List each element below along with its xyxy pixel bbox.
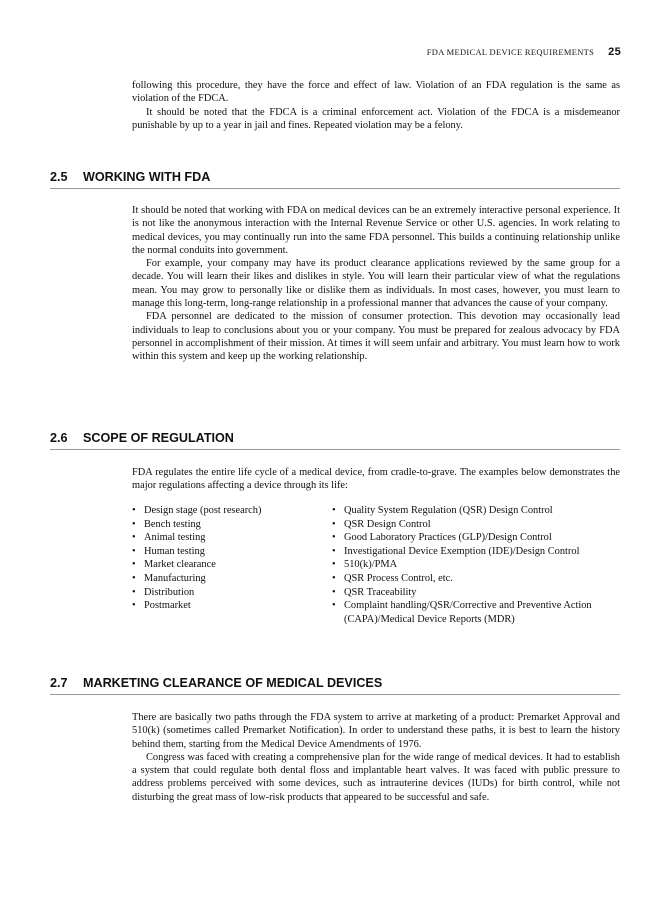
- paragraph: FDA regulates the entire life cycle of a medical device, from cradle-to-grave. The examples below demonstrates the major regulations affecting a device through its life:: [132, 467, 620, 492]
- section-number: 2.6: [50, 431, 68, 445]
- paragraph: For example, your company may have its product clearance applications reviewed by the same group for a decade. You will learn their likes and dislikes in style. You will learn their particular view of what the regulations mean. You may grow to personally like or dislike them as individuals. In most cases, however, you must learn to manage this long-term, long-range relationship in a professional manner that advances the cause of your company.: [132, 258, 620, 310]
- list-item: • Design stage (post research): [132, 504, 322, 518]
- paragraph: There are basically two paths through the FDA system to arrive at marketing of a product: Premarket Approval and 510(k) (sometimes called Premarket Notification). In order to understand these paths, it is best to learn the history behind them, starting from the Medical Device Amendments of 1976.: [132, 712, 620, 750]
- section-title: SCOPE OF REGULATION: [83, 431, 234, 445]
- running-title: FDA MEDICAL DEVICE REQUIREMENTS: [426, 47, 595, 57]
- list-item: • Investigational Device Exemption (IDE)/Design Control: [332, 545, 622, 559]
- section-title: MARKETING CLEARANCE OF MEDICAL DEVICES: [83, 676, 383, 690]
- list-item: • QSR Design Control: [332, 518, 622, 532]
- section-title: WORKING WITH FDA: [83, 170, 211, 184]
- section-heading-2-5: [50, 170, 620, 189]
- paragraph: It should be noted that the FDCA is a criminal enforcement act. Violation of the FDCA is a misdemeanor punishable by up to a year in jail and fines. Repeated violation may be a felony.: [132, 106, 620, 131]
- list-item: • Good Laboratory Practices (GLP)/Design Control: [332, 531, 622, 545]
- running-header: [0, 46, 621, 58]
- list-item: • Quality System Regulation (QSR) Design Control: [332, 504, 622, 518]
- list-item: • Market clearance: [132, 558, 322, 572]
- section-body-2-5: [132, 204, 620, 364]
- section-number: 2.5: [50, 170, 68, 184]
- section-body-2-7: [132, 711, 620, 804]
- section-heading-2-7: [50, 676, 620, 695]
- paragraph: following this procedure, they have the force and effect of law. Violation of an FDA regulation is the same as violation of the FDCA.: [132, 80, 620, 105]
- section-body-2-6: [132, 466, 620, 493]
- intro-text: [132, 79, 620, 132]
- page-number: 25: [608, 46, 621, 58]
- list-item: • 510(k)/PMA: [332, 558, 622, 572]
- section-number: 2.7: [50, 676, 68, 690]
- paragraph: Congress was faced with creating a comprehensive plan for the wide range of medical devices. It had to establish a system that could regulate both dental floss and implantable heart valves. It was faced with public pressure to address problems perceived with some devices, such as intrauterine devices (IUDs) for birth control, while not disturbing the great mass of low-risk products that appeared to be successful and safe.: [132, 751, 620, 803]
- list-item: • Manufacturing: [132, 572, 322, 586]
- list-item: • Bench testing: [132, 518, 322, 532]
- list-item: • Animal testing: [132, 531, 322, 545]
- paragraph: FDA personnel are dedicated to the mission of consumer protection. This devotion may occasionally lead individuals to leap to conclusions about you or your company. You must be prepared for zealous advocacy by FDA personnel in accomplishment of their mission. At times it will seem unfair and arbitrary. You must learn how to work within this system and keep up the working relationship.: [132, 311, 620, 363]
- list-item: • Distribution: [132, 586, 322, 600]
- list-item: • QSR Process Control, etc.: [332, 572, 622, 586]
- list-item: • Postmarket: [132, 599, 322, 613]
- lifecycle-stage-list: [132, 504, 322, 613]
- regulation-list: [332, 504, 622, 626]
- paragraph: It should be noted that working with FDA on medical devices can be an extremely interactive personal experience. It is not like the anonymous interaction with the Internal Revenue Service or other U.S. agencies. In work relating to medical devices, you may continually run into the same FDA personnel. This builds a continuing relationship unlike the normal conduits into government.: [132, 205, 620, 256]
- list-item: • QSR Traceability: [332, 586, 622, 600]
- list-item: • Human testing: [132, 545, 322, 559]
- list-item: • Complaint handling/QSR/Corrective and Preventive Action (CAPA)/Medical Device Reports (MDR): [332, 599, 622, 626]
- section-heading-2-6: [50, 431, 620, 450]
